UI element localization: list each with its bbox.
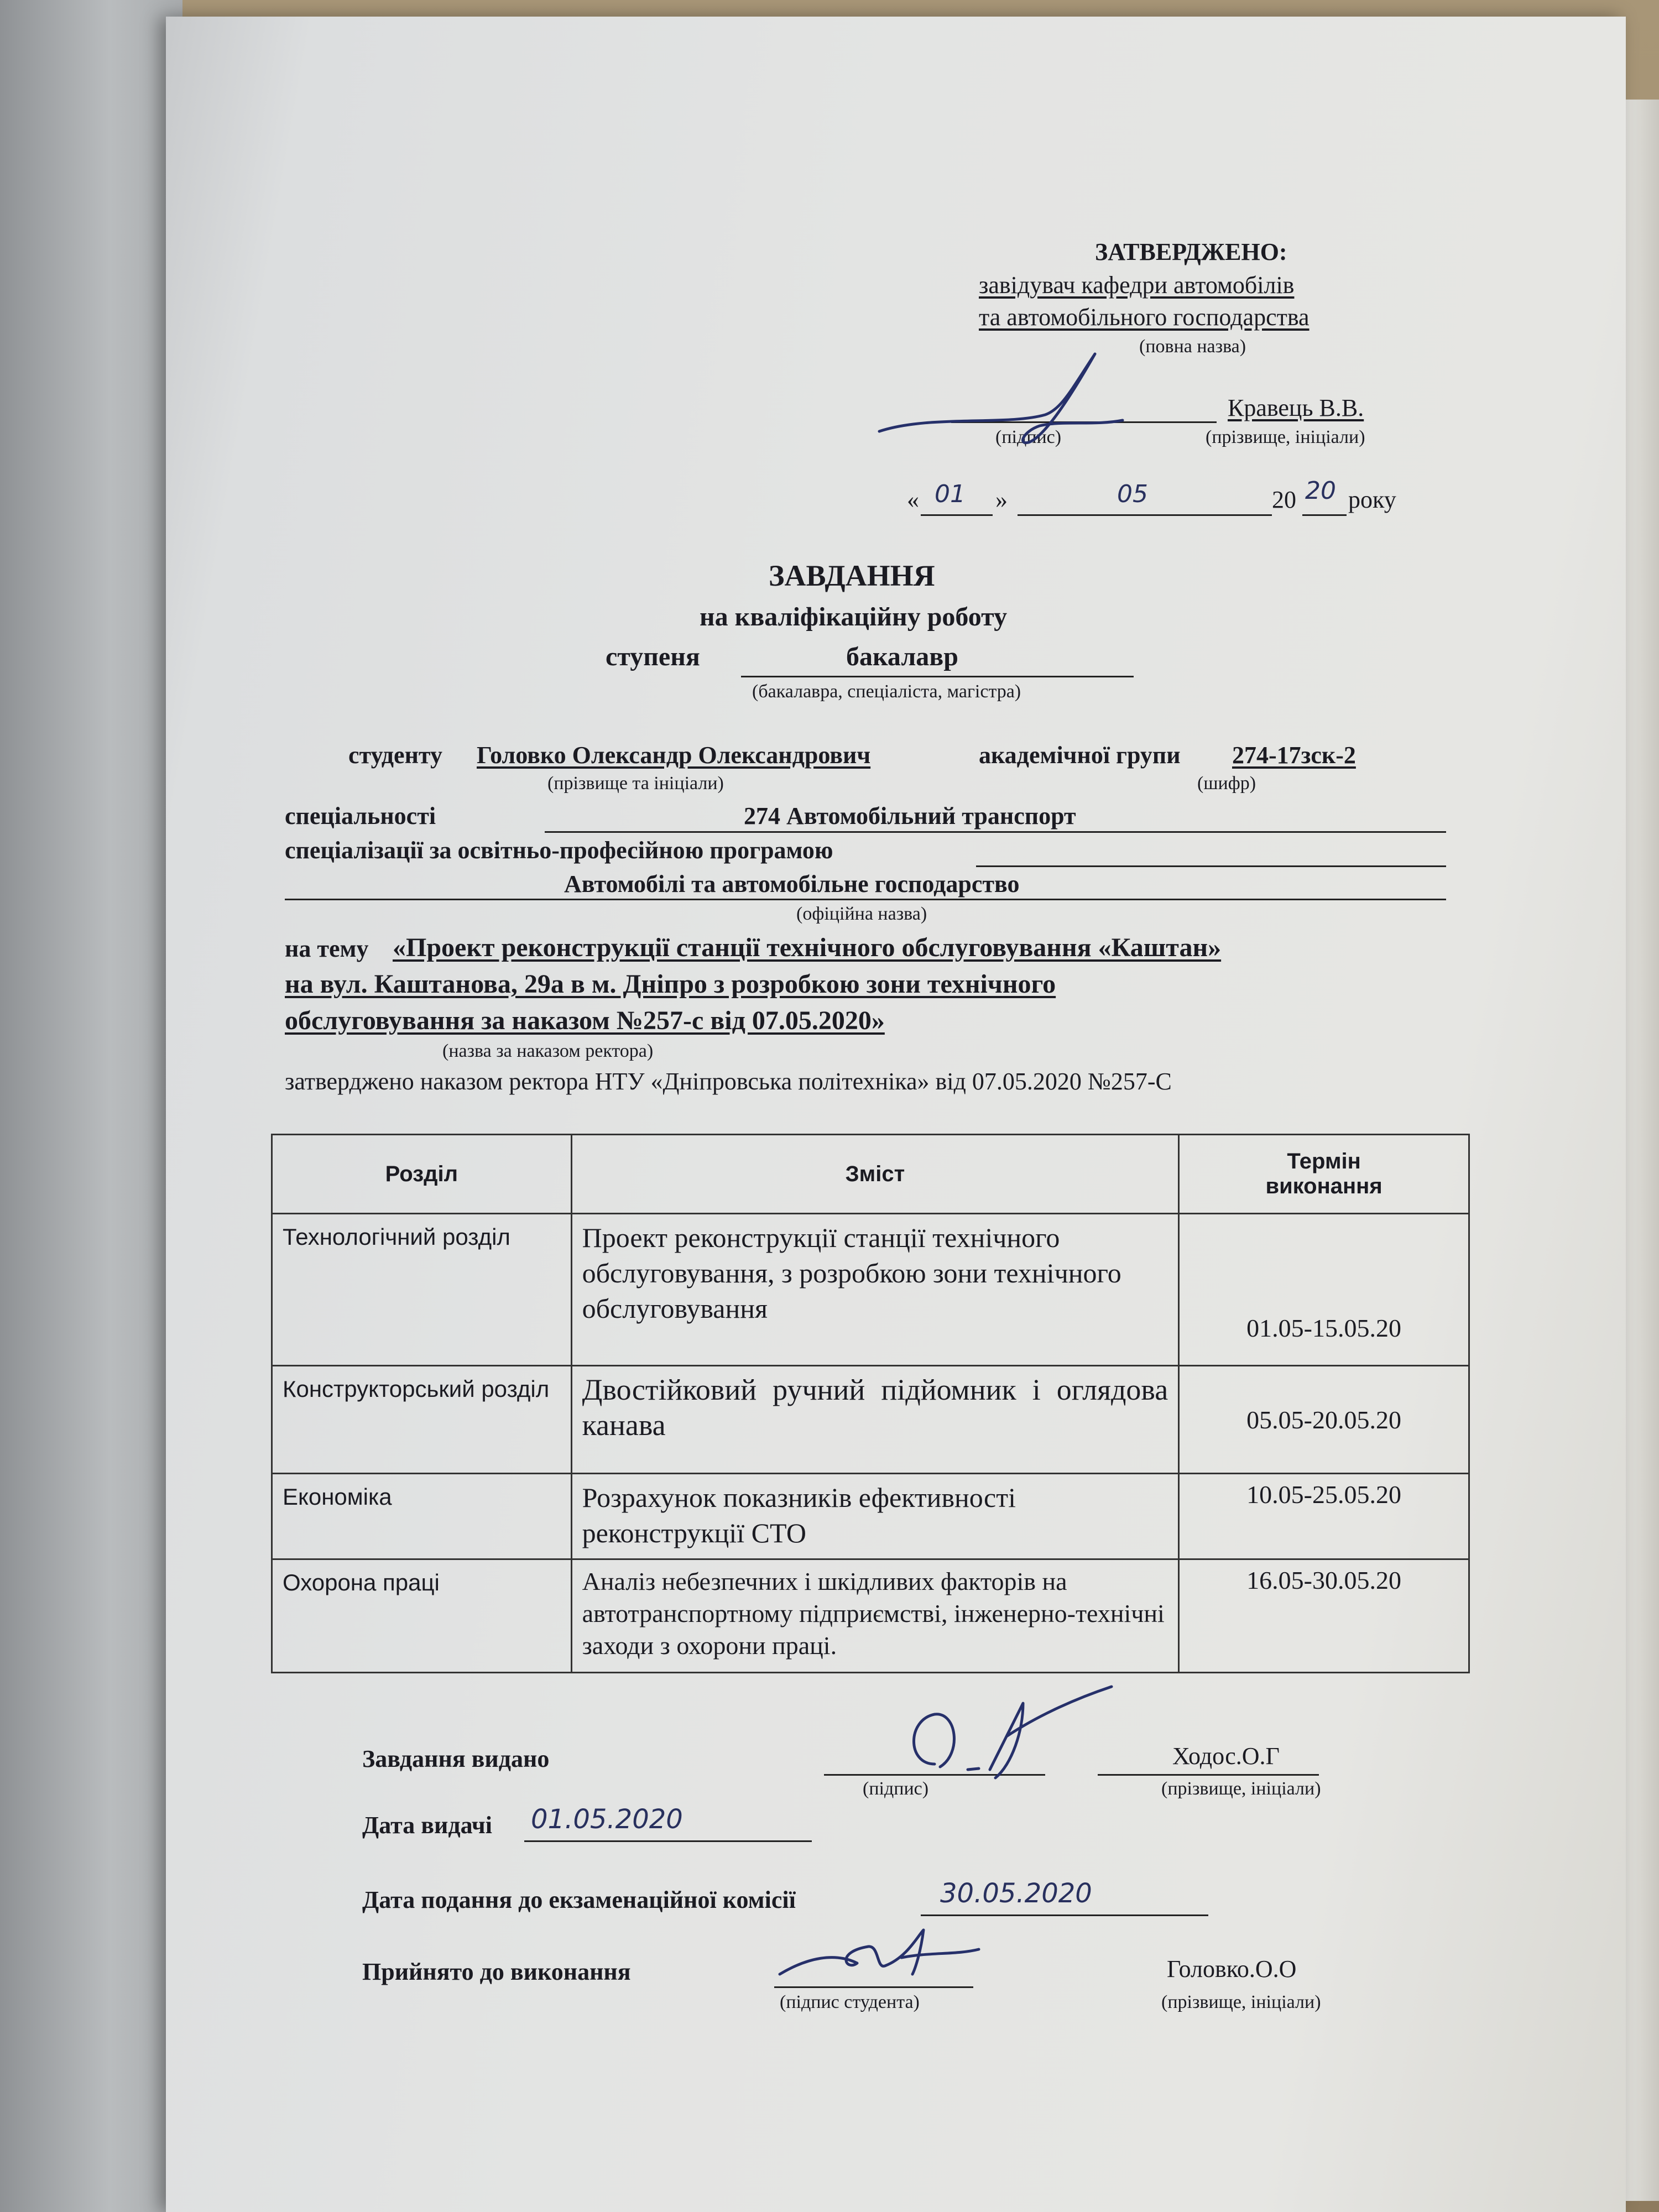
- row-content: Проект реконструкції станції технічного обслуговування, з розробкою зони технічного обслуговування: [571, 1214, 1179, 1366]
- table-row: [272, 1559, 1469, 1673]
- issued-label: Завдання видано: [362, 1745, 550, 1772]
- program-line: [285, 899, 1446, 900]
- tasks-table: [271, 1134, 1470, 1673]
- approval-date-day: 01: [935, 480, 966, 508]
- approval-date-month-line: [1018, 514, 1272, 516]
- degree-value: бакалавр: [846, 642, 958, 671]
- student-name-caption: (прізвище та ініціали): [547, 773, 724, 794]
- approval-year-prefix: 20: [1272, 486, 1296, 513]
- row-section: Охорона праці: [272, 1559, 572, 1673]
- approval-signature: [863, 332, 1139, 459]
- approval-date-close-quote: »: [995, 486, 1008, 513]
- row-deadline: 05.05-20.05.20: [1179, 1366, 1469, 1474]
- table-row: [272, 1474, 1469, 1559]
- specialty-value: 274 Автомобільний транспорт: [744, 802, 1076, 830]
- topic-caption: (назва за наказом ректора): [442, 1041, 654, 1061]
- group-caption: (шифр): [1197, 773, 1256, 794]
- header-section: Розділ: [272, 1135, 572, 1214]
- approval-head-name: Кравець В.В.: [1228, 394, 1364, 421]
- approval-line-2: та автомобільного господарства: [979, 304, 1310, 331]
- underlying-page-left: [0, 0, 182, 2212]
- topic-label: на тему: [285, 935, 369, 962]
- topic-line-1: «Проект реконструкції станції технічного обслуговування «Каштан»: [393, 933, 1222, 962]
- approval-year-word: року: [1348, 486, 1396, 513]
- approval-line-1: завідувач кафедри автомобілів: [979, 272, 1295, 299]
- program-caption: (офіційна назва): [796, 904, 927, 924]
- row-section: Конструкторський розділ: [272, 1366, 572, 1474]
- approval-year-line: [1302, 514, 1347, 516]
- issuer-name-caption: (прізвище, ініціали): [1161, 1778, 1321, 1799]
- issuer-signature: [896, 1670, 1128, 1792]
- row-deadline: 01.05-15.05.20: [1179, 1214, 1469, 1366]
- table-row: [272, 1214, 1469, 1366]
- student-name-caption: (прізвище, ініціали): [1161, 1992, 1321, 2012]
- specialty-label: спеціальності: [285, 802, 436, 830]
- order-text: затверджено наказом ректора НТУ «Дніпровська політехніка» від 07.05.2020 №257-С: [285, 1068, 1172, 1095]
- approval-date-month: 05: [1117, 480, 1148, 508]
- issuer-name-line: [1098, 1774, 1319, 1776]
- topic-line-3: обслуговування за наказом №257-с від 07.05.2020»: [285, 1006, 885, 1035]
- student-signature-caption: (підпис студента): [780, 1992, 920, 2012]
- issue-date-value: 01.05.2020: [531, 1804, 683, 1835]
- header-deadline-line-1: Термін: [1287, 1149, 1361, 1173]
- degree-label: ступеня: [606, 642, 700, 671]
- approval-date-open-quote: «: [907, 486, 919, 513]
- degree-line: [741, 676, 1134, 677]
- header-deadline-line-2: виконання: [1265, 1174, 1383, 1198]
- approval-date-day-line: [921, 514, 993, 516]
- header-deadline: [1179, 1135, 1469, 1214]
- header-content: Зміст: [571, 1135, 1179, 1214]
- student-name: Головко Олександр Олександрович: [477, 742, 871, 769]
- degree-caption: (бакалавра, спеціаліста, магістра): [752, 681, 1021, 702]
- row-content: Аналіз небезпечних і шкідливих факторів на автотранспортному підприємстві, інженерно-технічні заходи з охорони праці.: [571, 1559, 1179, 1673]
- approval-heading: ЗАТВЕРДЖЕНО:: [1095, 238, 1287, 265]
- document-title: ЗАВДАННЯ: [769, 559, 935, 592]
- accepted-label: Прийнято до виконання: [362, 1958, 631, 1985]
- submission-value: 30.05.2020: [940, 1878, 1092, 1909]
- issue-date-line: [524, 1840, 812, 1842]
- issuer-name: Ходос.О.Г: [1172, 1743, 1280, 1770]
- row-deadline: 16.05-30.05.20: [1179, 1559, 1469, 1673]
- approval-signature-caption: (підпис): [995, 427, 1062, 447]
- row-content: Двостійковий ручний підйомник і оглядова канава: [571, 1366, 1179, 1474]
- student-prefix: студенту: [348, 742, 442, 769]
- topic-line-2: на вул. Каштанова, 29а в м. Дніпро з розробкою зони технічного: [285, 969, 1056, 999]
- submission-line: [921, 1914, 1208, 1916]
- issued-signature-caption: (підпис): [863, 1778, 929, 1799]
- group-label: академічної групи: [979, 742, 1181, 769]
- group-value: 274-17зск-2: [1232, 742, 1356, 769]
- approval-year-suffix: 20: [1305, 477, 1336, 505]
- submission-label: Дата подання до екзаменаційної комісії: [362, 1886, 796, 1913]
- approval-line-caption: (повна назва): [1139, 336, 1246, 357]
- program-value: Автомобілі та автомобільне господарство: [564, 870, 1020, 898]
- row-deadline: 10.05-25.05.20: [1179, 1474, 1469, 1559]
- table-row: [272, 1366, 1469, 1474]
- specialization-line: [976, 865, 1446, 867]
- row-section: Економіка: [272, 1474, 572, 1559]
- student-signature: [774, 1919, 984, 1996]
- row-section: Технологічний розділ: [272, 1214, 572, 1366]
- specialty-line: [545, 831, 1446, 833]
- table-header-row: [272, 1135, 1469, 1214]
- document-subtitle: на кваліфікаційну роботу: [700, 602, 1008, 632]
- specialization-label: спеціалізації за освітньо-професійною програмою: [285, 837, 833, 864]
- row-content: Розрахунок показників ефективності реконструкції СТО: [571, 1474, 1179, 1559]
- approval-name-caption: (прізвище, ініціали): [1206, 427, 1365, 447]
- student-name: Головко.О.О: [1167, 1955, 1297, 1983]
- issue-date-label: Дата видачі: [362, 1812, 492, 1839]
